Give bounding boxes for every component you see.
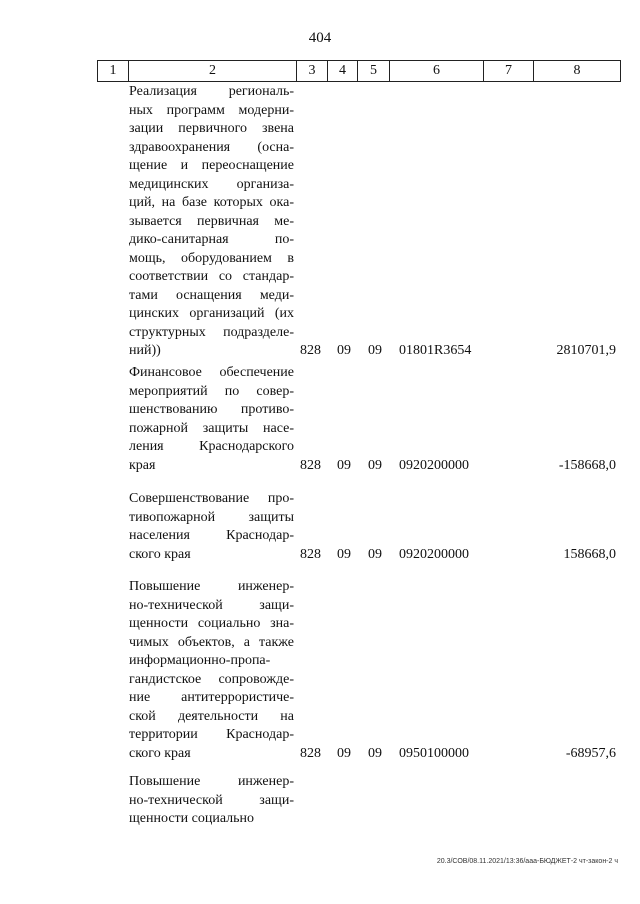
- column-header: 2: [129, 61, 297, 82]
- description-line: гандистское сопровожде-: [129, 671, 294, 687]
- description-line: мощь, оборудованием в: [129, 250, 294, 266]
- description-line: ской деятельности на: [129, 708, 294, 724]
- row-description: [129, 773, 294, 829]
- description-line: мероприятий по совер-: [129, 383, 294, 399]
- cell-c4: 09: [337, 546, 351, 562]
- description-line: края: [129, 457, 156, 473]
- description-line: тивопожарной защиты: [129, 509, 294, 525]
- description-line: здравоохранения (осна-: [129, 139, 294, 155]
- description-line: цинских организаций (их: [129, 306, 294, 321]
- description-line: но-технической защи-: [129, 792, 294, 808]
- cell-c5: 09: [368, 343, 382, 358]
- description-line: структурных подразделе-: [129, 324, 294, 340]
- description-line: соответствии со стандар-: [129, 269, 294, 284]
- column-header: 6: [390, 61, 484, 82]
- description-line: медицинских организа-: [129, 176, 294, 192]
- description-line: ского края: [129, 745, 191, 761]
- description-line: щенности социально: [129, 811, 255, 826]
- cell-c6: 01801R3654: [399, 343, 472, 358]
- page-number: 404: [308, 30, 332, 46]
- row-description: [129, 490, 294, 564]
- column-header: 8: [534, 61, 621, 82]
- cell-c5: 09: [368, 546, 382, 562]
- cell-c5: 09: [368, 457, 382, 473]
- description-line: территории Краснодар-: [129, 727, 294, 742]
- description-line: пожарной защиты насе-: [129, 420, 294, 436]
- column-header: 7: [484, 61, 534, 82]
- cell-c3: 828: [300, 457, 321, 473]
- description-line: ления Краснодарского: [129, 439, 294, 454]
- column-header: 4: [328, 61, 358, 82]
- cell-c3: 828: [300, 546, 321, 562]
- description-line: ных программ модерни-: [129, 102, 294, 118]
- cell-c8: 158668,0: [563, 546, 616, 562]
- cell-c8: -68957,6: [565, 745, 616, 761]
- cell-c6: 0920200000: [399, 546, 469, 562]
- cell-c3: 828: [300, 343, 321, 358]
- description-line: чимых объектов, а также: [129, 634, 294, 650]
- column-header: 3: [297, 61, 328, 82]
- row-description: [129, 83, 294, 361]
- description-line: но-технической защи-: [129, 597, 294, 613]
- description-line: ние антитеррористиче-: [129, 690, 294, 705]
- description-line: щение и переоснащение: [129, 158, 294, 173]
- description-line: Повышение инженер-: [129, 774, 294, 789]
- description-line: зации первичного звена: [129, 121, 294, 136]
- description-line: ций, на базе которых ока-: [129, 195, 294, 210]
- description-line: информационно-пропа-: [129, 653, 271, 668]
- cell-c6: 0920200000: [399, 457, 469, 473]
- description-line: Повышение инженер-: [129, 579, 294, 594]
- row-description: [129, 578, 294, 763]
- description-line: Совершенствование про-: [129, 491, 294, 506]
- cell-c4: 09: [337, 745, 351, 761]
- cell-c8: -158668,0: [558, 457, 616, 473]
- document-footer-code: 20.3/СОВ/08.11.2021/13:36/ааа-БЮДЖЕТ-2 чт-закон-2 ч: [436, 858, 618, 865]
- description-line: шенствованию противо-: [129, 402, 294, 417]
- description-line: Реализация региональ-: [129, 84, 294, 99]
- description-line: дико-санитарная по-: [129, 232, 294, 247]
- description-line: ского края: [129, 546, 191, 562]
- description-line: тами оснащения меди-: [129, 287, 294, 303]
- column-header-row: [97, 60, 621, 82]
- cell-c5: 09: [368, 745, 382, 761]
- cell-c4: 09: [337, 343, 351, 358]
- row-description: [129, 364, 294, 475]
- cell-c8: 2810701,9: [556, 343, 616, 358]
- cell-c4: 09: [337, 457, 351, 473]
- description-line: Финансовое обеспечение: [129, 365, 294, 380]
- column-header: 5: [358, 61, 390, 82]
- description-line: населения Краснодар-: [129, 528, 294, 543]
- description-line: зывается первичная ме-: [129, 213, 294, 229]
- column-header: 1: [98, 61, 129, 82]
- description-line: щенности социально зна-: [129, 616, 294, 631]
- description-line: ний)): [129, 343, 161, 358]
- cell-c6: 0950100000: [399, 745, 469, 761]
- cell-c3: 828: [300, 745, 321, 761]
